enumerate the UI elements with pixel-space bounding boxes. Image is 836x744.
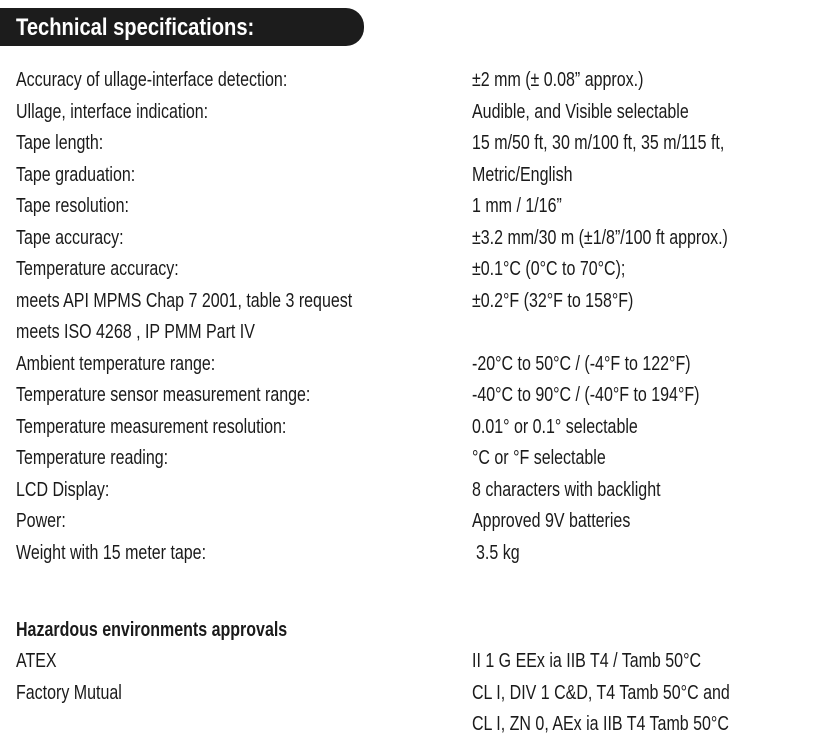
approval-label: ATEX (16, 650, 57, 672)
approval-value: II 1 G EEx ia IIB T4 / Tamb 50°C (472, 650, 702, 672)
spec-value: ±3.2 mm/30 m (±1/8”/100 ft approx.) (472, 226, 728, 249)
page-title: Technical specifications: (16, 14, 255, 41)
spec-value: ±0.2°F (32°F to 158°F) (472, 289, 634, 312)
spec-value: 8 characters with backlight (472, 478, 661, 501)
spec-value: Metric/English (472, 163, 573, 186)
spec-label: LCD Display: (16, 478, 110, 501)
spec-label: Temperature accuracy: (16, 258, 179, 280)
spec-label: Ambient temperature range: (16, 352, 216, 375)
spec-label: Temperature sensor measurement range: (16, 384, 311, 406)
spec-label: meets API MPMS Chap 7 2001, table 3 request (16, 289, 353, 312)
spec-label: Tape resolution: (16, 195, 129, 217)
spec-value: °C or °F selectable (472, 447, 606, 469)
spec-label: Temperature reading: (16, 447, 169, 469)
spec-value: 0.01° or 0.1° selectable (472, 415, 638, 438)
spec-value: 1 mm / 1/16” (472, 195, 562, 217)
spec-value: Approved 9V batteries (472, 510, 631, 532)
spec-label: meets ISO 4268 , IP PMM Part IV (16, 321, 255, 343)
spec-value: -20°C to 50°C / (-4°F to 122°F) (472, 352, 691, 375)
spec-label: Temperature measurement resolution: (16, 415, 287, 438)
spec-value: ±2 mm (± 0.08” approx.) (472, 69, 644, 91)
spec-label: Ullage, interface indication: (16, 100, 209, 123)
spec-value: ±0.1°C (0°C to 70°C); (472, 258, 626, 280)
spec-label: Tape length: (16, 132, 104, 154)
approval-value: CL I, ZN 0, AEx ia IIB T4 Tamb 50°C (472, 713, 729, 735)
approval-label: Factory Mutual (16, 681, 122, 704)
spec-value: 15 m/50 ft, 30 m/100 ft, 35 m/115 ft, (472, 132, 725, 154)
spec-label: Tape accuracy: (16, 226, 124, 249)
spec-label: Tape graduation: (16, 163, 136, 186)
spec-label: Weight with 15 meter tape: (16, 541, 207, 564)
spec-value: 3.5 kg (476, 541, 520, 564)
title-banner (0, 8, 364, 46)
approval-value: CL I, DIV 1 C&D, T4 Tamb 50°C and (472, 681, 730, 704)
spec-label: Accuracy of ullage-interface detection: (16, 69, 288, 91)
spec-value: Audible, and Visible selectable (472, 100, 689, 123)
spec-value: -40°C to 90°C / (-40°F to 194°F) (472, 384, 700, 406)
spec-label: Power: (16, 510, 66, 532)
hazardous-heading: Hazardous environments approvals (16, 619, 288, 641)
